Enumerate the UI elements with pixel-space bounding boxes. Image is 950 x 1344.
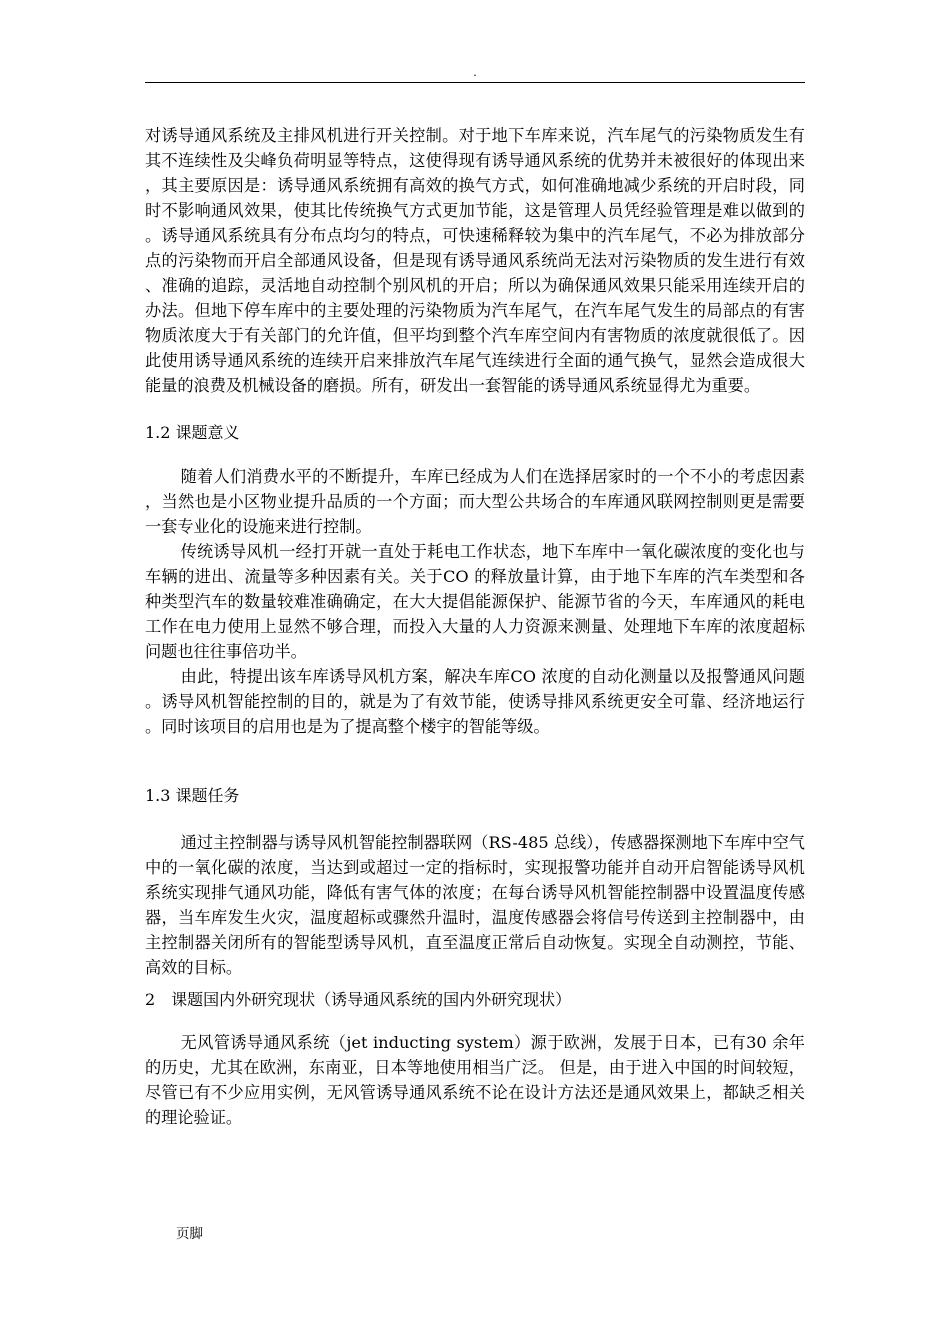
- page-body: [145, 123, 805, 1130]
- page-footer: 页脚: [176, 1226, 203, 1242]
- section-heading-1-2: 1.2 课题意义: [145, 423, 240, 442]
- page-header-mark: .: [473, 66, 477, 79]
- paragraph-significance-2: 传统诱导风机一经打开就一直处于耗电工作状态，地下车库中一氧化碳浓度的变化也与车辆的进出、流量等多种因素有关。关于CO 的释放量计算，由于地下车库的汽车类型和各种类型汽车的数量较难准确确定，在大大提倡能源保护、能源节省的今天，车库通风的耗电工作在电力使用上显然不够合理，而投入大量的人力资源来测量、处理地下车库的浓度超标问题也往往事倍功半。: [145, 542, 805, 661]
- paragraph-research-status: 无风管诱导通风系统（jet inducting system）源于欧洲，发展于日本，已有30 余年的历史，尤其在欧洲，东南亚，日本等地使用相当广泛。 但是，由于进入中国的时间较短，尽管已有不少应用实例，无风管诱导通风系统不论在设计方法还是通风效果上，都缺乏相关的理论验证。: [145, 1033, 805, 1127]
- section-heading-2: 2 课题国内外研究现状（诱导通风系统的国内外研究现状）: [145, 990, 572, 1009]
- header-divider: [145, 82, 805, 83]
- paragraph-significance-3: 由此，特提出该车库诱导风机方案，解决车库CO 浓度的自动化测量以及报警通风问题。诱导风机智能控制的目的，就是为了有效节能，使诱导排风系统更安全可靠、经济地运行。同时该项目的启用也是为了提高整个楼宇的智能等级。: [145, 667, 805, 736]
- paragraph-significance-1: 随着人们消费水平的不断提升，车库已经成为人们在选择居家时的一个不小的考虑因素，当然也是小区物业提升品质的一个方面；而大型公共场合的车库通风联网控制则更是需要一套专业化的设施来进行控制。: [145, 467, 805, 536]
- paragraph-task: 通过主控制器与诱导风机智能控制器联网（RS-485 总线），传感器探测地下车库中空气中的一氧化碳的浓度，当达到或超过一定的指标时，实现报警功能并自动开启智能诱导风机系统实现排气通风功能，降低有害气体的浓度；在每台诱导风机智能控制器中设置温度传感器，当车库发生火灾，温度超标或骤然升温时，温度传感器会将信号传送到主控制器中，由主控制器关闭所有的智能型诱导风机，直至温度正常后自动恢复。实现全自动测控，节能、高效的目标。: [145, 833, 805, 977]
- paragraph-continuation: 对诱导通风系统及主排风机进行开关控制。对于地下车库来说，汽车尾气的污染物质发生有其不连续性及尖峰负荷明显等特点，这使得现有诱导通风系统的优势并未被很好的体现出来，其主要原因是：诱导通风系统拥有高效的换气方式，如何准确地减少系统的开启时段，同时不影响通风效果，使其比传统换气方式更加节能，这是管理人员凭经验管理是难以做到的。诱导通风系统具有分布点均匀的特点，可快速稀释较为集中的汽车尾气，不必为排放部分点的污染物而开启全部通风设备，但是现有诱导通风系统尚无法对污染物质的发生进行有效、准确的追踪，灵活地自动控制个别风机的开启；所以为确保通风效果只能采用连续开启的办法。但地下停车库中的主要处理的污染物质为汽车尾气，在汽车尾气发生的局部点的有害物质浓度大于有关部门的允许值，但平均到整个汽车库空间内有害物质的浓度就很低了。因此使用诱导通风系统的连续开启来排放汽车尾气连续进行全面的通气换气，显然会造成很大能量的浪费及机械设备的磨损。所有，研发出一套智能的诱导通风系统显得尤为重要。: [145, 126, 805, 395]
- section-heading-1-3: 1.3 课题任务: [145, 786, 240, 805]
